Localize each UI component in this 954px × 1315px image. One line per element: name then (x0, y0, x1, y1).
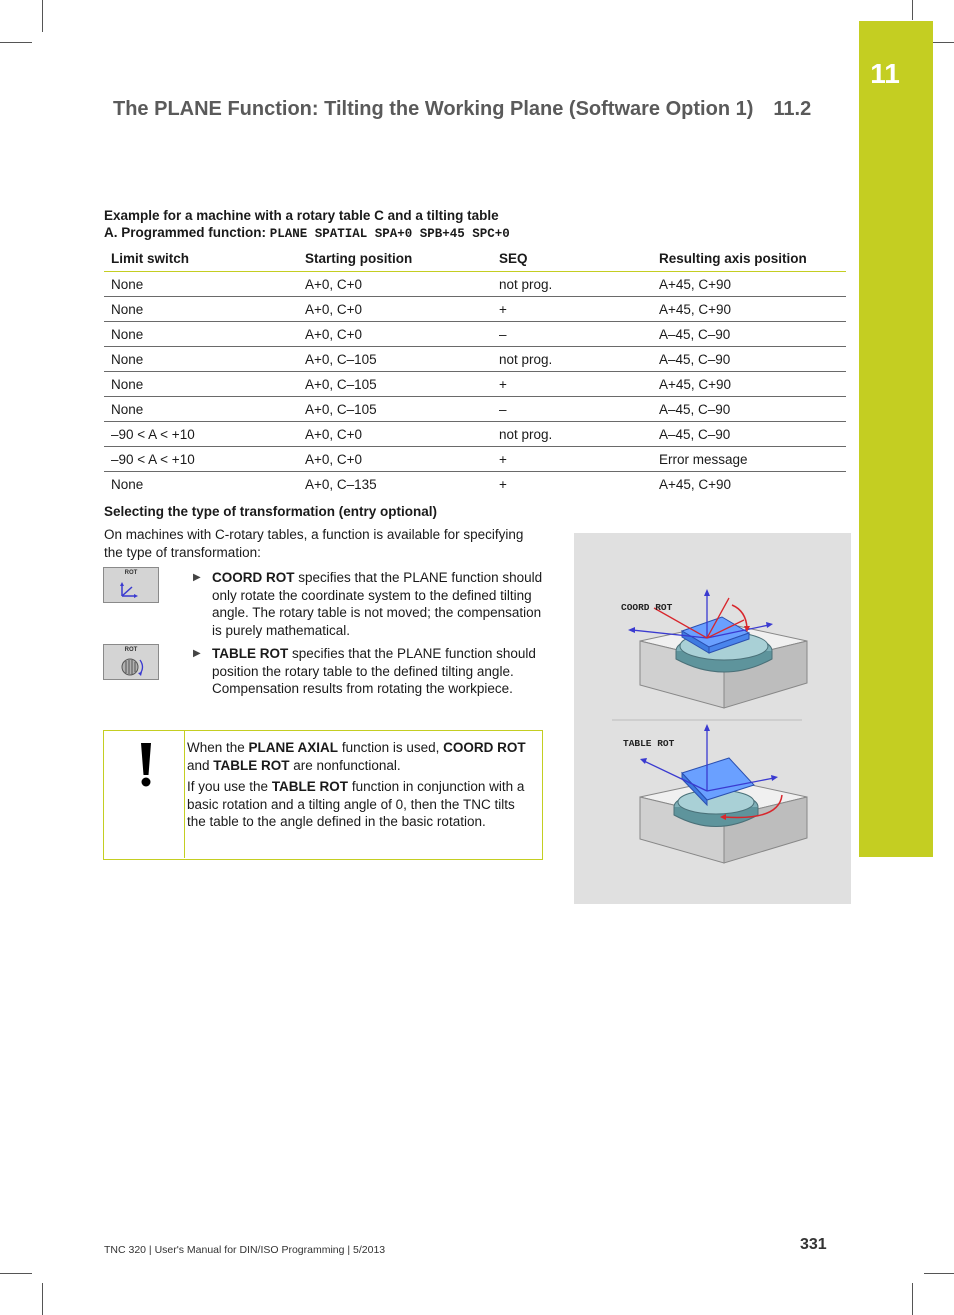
header-title: The PLANE Function: Tilting the Working Plane (Software Option 1) (113, 98, 754, 120)
table-row (104, 347, 846, 372)
note-divider (184, 730, 185, 858)
rotation-diagram (574, 533, 851, 904)
exclamation-icon (104, 731, 186, 859)
chapter-number: 11 (870, 58, 900, 89)
table-rot-figure (623, 724, 807, 863)
table-rot-softkey[interactable] (103, 644, 159, 680)
table-cell: A+45, C+90 (652, 372, 846, 397)
subtitle-prefix: A. Programmed function: (104, 225, 270, 240)
table-cell: A+0, C+0 (298, 272, 492, 297)
table-cell: None (104, 347, 298, 372)
table-cell: A+0, C–135 (305, 476, 377, 492)
table-cell: None (111, 476, 144, 492)
table-cell: A+0, C+0 (298, 422, 492, 447)
table-rot-icon (118, 655, 146, 677)
table-cell: A–45, C–90 (652, 422, 846, 447)
crop-mark (0, 42, 32, 43)
table-cell: + (499, 476, 507, 492)
bullet-arrow-icon: ▶ (193, 648, 201, 659)
crop-mark (912, 1283, 913, 1315)
bullet-description: specifies that the PLANE function should position the rotary table to the defined tilting angle. Compensation results from rotating the workpiece. (212, 646, 536, 696)
column-header: SEQ (492, 245, 652, 272)
note-keyword: TABLE ROT (213, 757, 290, 773)
header-section: 11.2 (773, 98, 812, 120)
table-cell: not prog. (492, 422, 652, 447)
bullet-text (212, 645, 545, 698)
softkey-label: ROT (124, 570, 138, 576)
table-row (104, 447, 846, 472)
intro-paragraph: On machines with C-rotary tables, a function is available for specifying the type of transformation: (104, 527, 524, 560)
crop-mark (42, 0, 43, 32)
chapter-tab (859, 21, 933, 857)
note-body (187, 739, 535, 835)
note-text: When the (187, 740, 249, 755)
crop-mark (0, 1273, 32, 1274)
table-cell: A+45, C+90 (652, 297, 846, 322)
table-cell: A+0, C+0 (298, 322, 492, 347)
crop-mark (912, 0, 913, 20)
table-cell: None (104, 297, 298, 322)
note-text: function in conjunction with a basic rotation and a tilting angle of 0, then the TNC tilts the table to the angle defined in the basic rotation. (187, 779, 525, 829)
bullet-coord-rot (193, 569, 545, 639)
table-cell: not prog. (492, 347, 652, 372)
table-row (104, 322, 846, 347)
table-cell: not prog. (492, 272, 652, 297)
note-paragraph (187, 739, 535, 774)
table-cell: A–45, C–90 (652, 322, 846, 347)
section-subheading: Selecting the type of transformation (entry optional) (104, 504, 438, 519)
note-text: are nonfunctional. (289, 757, 401, 773)
table-cell: Error message (652, 447, 846, 472)
table-cell: A+45, C+90 (652, 272, 846, 297)
table-cell: A–45, C–90 (652, 397, 846, 422)
column-header: Limit switch (104, 245, 298, 272)
table-cell: + (492, 297, 652, 322)
crop-mark (42, 1283, 43, 1315)
coord-rot-label: COORD ROT (621, 602, 673, 613)
table-row (104, 372, 846, 397)
note-paragraph (187, 778, 535, 831)
table-header-row (104, 245, 846, 272)
table-cell: A+0, C+0 (298, 447, 492, 472)
transformation-illustration (574, 533, 851, 904)
table-cell: A+0, C–105 (298, 347, 492, 372)
table-cell: –90 < A < +10 (104, 447, 298, 472)
table-row (104, 397, 846, 422)
crop-mark (924, 1273, 954, 1274)
table-cell: None (104, 272, 298, 297)
table-cell: – (492, 322, 652, 347)
page-header (113, 98, 811, 121)
table-row (104, 297, 846, 322)
table-cell: + (492, 372, 652, 397)
example-title (104, 207, 510, 243)
bullet-table-rot (193, 645, 545, 698)
table-row (104, 272, 846, 297)
note-keyword: PLANE AXIAL (248, 740, 339, 755)
table-cell: A+0, C–105 (298, 397, 492, 422)
note-text: If you use the (187, 779, 272, 794)
table-row (104, 472, 846, 497)
table-cell: – (492, 397, 652, 422)
example-heading: Example for a machine with a rotary table C and a tilting table (104, 208, 499, 223)
table-row (104, 422, 846, 447)
table-cell: None (104, 397, 298, 422)
footer-text: TNC 320 | User's Manual for DIN/ISO Programming | 5/2013 (104, 1244, 386, 1256)
table-cell: A+0, C+0 (298, 297, 492, 322)
table-cell: A–45, C–90 (652, 347, 846, 372)
column-header: Starting position (298, 245, 492, 272)
coord-rot-softkey[interactable] (103, 567, 159, 603)
bullet-arrow-icon: ▶ (193, 572, 201, 583)
bullet-term: COORD ROT (212, 570, 295, 585)
axis-position-table (104, 245, 846, 496)
subtitle-code: PLANE SPATIAL SPA+0 SPB+45 SPC+0 (269, 227, 510, 241)
table-rot-label: TABLE ROT (623, 738, 675, 749)
coord-rot-icon (119, 579, 143, 599)
table-cell: –90 < A < +10 (104, 422, 298, 447)
table-cell: A+45, C+90 (659, 476, 732, 492)
bullet-term: TABLE ROT (212, 646, 289, 661)
note-text: function is used, (338, 740, 444, 755)
table-cell: A+0, C–105 (298, 372, 492, 397)
note-keyword: COORD ROT (443, 740, 526, 755)
bullet-text (212, 569, 545, 639)
note-keyword: TABLE ROT (271, 779, 349, 794)
column-header: Resulting axis position (652, 245, 846, 272)
note-box (103, 730, 543, 860)
softkey-label: ROT (124, 647, 138, 653)
bullet-description: specifies that the PLANE function should only rotate the coordinate system to the defined tilting angle. The rotary table is not moved; the compensation is purely mathematical. (212, 570, 543, 638)
page-number: 331 (800, 1236, 827, 1253)
table-cell: + (492, 447, 652, 472)
example-subtitle (104, 224, 510, 243)
table-cell: None (104, 372, 298, 397)
note-text: and (187, 757, 214, 773)
table-cell: None (104, 322, 298, 347)
coord-rot-figure (621, 589, 807, 708)
